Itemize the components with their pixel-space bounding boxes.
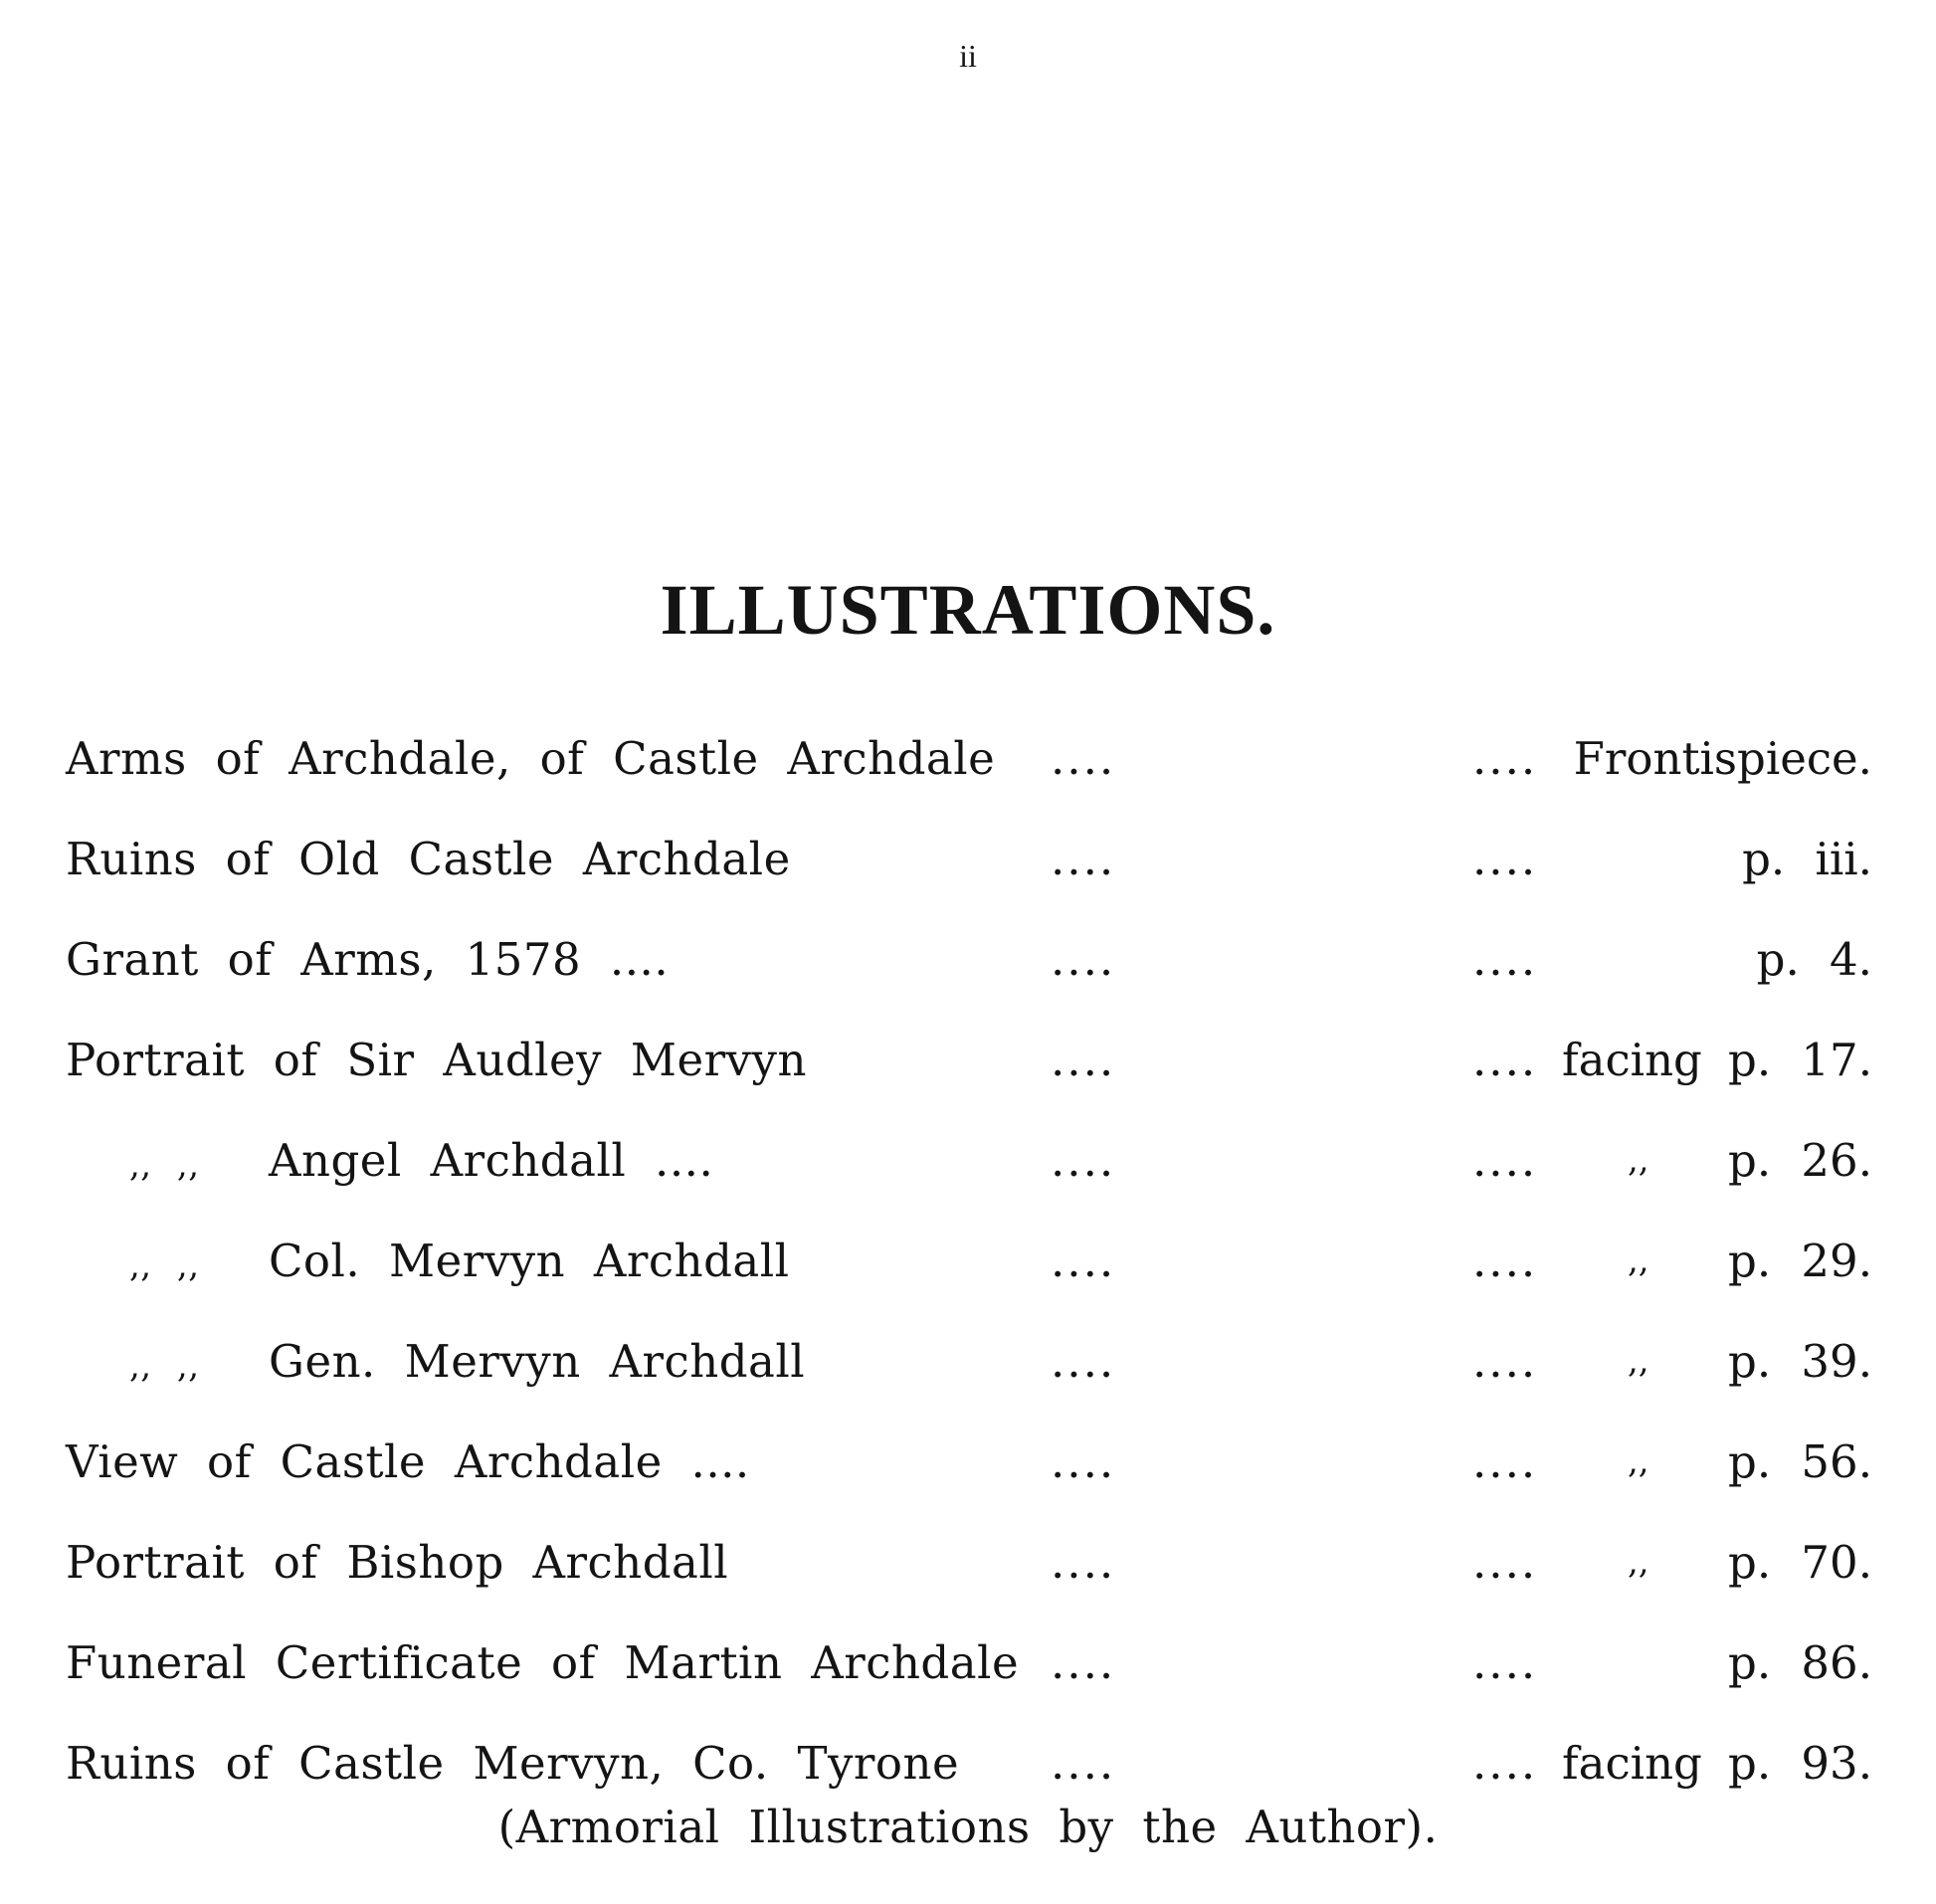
list-item: [66, 1613, 1872, 1713]
leader-dots: ....: [1051, 833, 1116, 885]
entry-label: Ruins of Old Castle Archdale: [66, 833, 791, 885]
ditto-marks: ,, ,,: [129, 1145, 200, 1185]
page-reference: p. 26.: [1728, 1134, 1872, 1187]
leader-dots: ....: [1472, 1034, 1538, 1086]
list-item: [66, 909, 1872, 1010]
ditto-mark: ,,: [1628, 1441, 1649, 1481]
page-reference: p. 29.: [1728, 1235, 1872, 1287]
list-item: [66, 809, 1872, 909]
list-item: [66, 1412, 1872, 1512]
ditto-mark: ,,: [1628, 1140, 1649, 1180]
page-reference: Frontispiece.: [1573, 732, 1872, 785]
ditto-mark: ,,: [1628, 1341, 1649, 1381]
leader-dots: ....: [1051, 1435, 1116, 1488]
facing-label: facing: [1562, 1034, 1702, 1086]
entry-label: Arms of Archdale, of Castle Archdale: [66, 732, 996, 785]
page-title: ILLUSTRATIONS.: [660, 570, 1276, 650]
ditto-marks: ,, ,,: [129, 1245, 200, 1285]
leader-dots: ....: [1472, 1235, 1538, 1287]
entry-label: Funeral Certificate of Martin Archdale: [66, 1636, 1020, 1689]
page-number: ii: [959, 38, 977, 74]
leader-dots: ....: [1472, 1536, 1538, 1589]
list-item: [66, 1010, 1872, 1110]
page-reference: p. 39.: [1728, 1335, 1872, 1388]
footer-note: (Armorial Illustrations by the Author).: [497, 1801, 1439, 1853]
leader-dots: ....: [1472, 1636, 1538, 1689]
list-item: [66, 1211, 1872, 1311]
leader-dots: ....: [1051, 1636, 1116, 1689]
leader-dots: ....: [1051, 1335, 1116, 1388]
entry-label-text: Angel Archdall ....: [269, 1134, 714, 1187]
entry-label: Portrait of Bishop Archdall: [66, 1536, 729, 1589]
entry-label-text: Gen. Mervyn Archdall: [269, 1335, 806, 1388]
ditto-mark: ,,: [1628, 1542, 1649, 1582]
list-item: [66, 1512, 1872, 1613]
entry-label: [129, 1311, 805, 1417]
page-reference: p. 70.: [1728, 1536, 1872, 1589]
entry-label: Ruins of Castle Mervyn, Co. Tyrone: [66, 1737, 960, 1790]
leader-dots: ....: [1051, 1737, 1116, 1790]
leader-dots: ....: [1051, 732, 1116, 785]
leader-dots: ....: [1472, 1335, 1538, 1388]
entry-label: View of Castle Archdale ....: [66, 1435, 750, 1488]
leader-dots: ....: [1472, 933, 1538, 986]
ditto-mark: ,,: [1628, 1240, 1649, 1280]
entry-label: Portrait of Sir Audley Mervyn: [66, 1034, 807, 1086]
page-reference: p. 86.: [1728, 1636, 1872, 1689]
leader-dots: ....: [1051, 1034, 1116, 1086]
leader-dots: ....: [1472, 1134, 1538, 1187]
page-reference: p. 56.: [1728, 1435, 1872, 1488]
facing-label: facing: [1562, 1737, 1702, 1790]
entry-label-text: Col. Mervyn Archdall: [269, 1235, 790, 1287]
leader-dots: ....: [1051, 1134, 1116, 1187]
entry-label: [129, 1110, 713, 1216]
page-reference: p. iii.: [1742, 833, 1872, 885]
leader-dots: ....: [1051, 1536, 1116, 1589]
leader-dots: ....: [1472, 1435, 1538, 1488]
leader-dots: ....: [1051, 1235, 1116, 1287]
leader-dots: ....: [1472, 833, 1538, 885]
leader-dots: ....: [1472, 1737, 1538, 1790]
leader-dots: ....: [1472, 732, 1538, 785]
leader-dots: ....: [1051, 933, 1116, 986]
page-reference: p. 93.: [1728, 1737, 1872, 1790]
list-item: [66, 708, 1872, 809]
page-reference: p. 4.: [1756, 933, 1872, 986]
list-item: [66, 1110, 1872, 1211]
entry-label: [129, 1211, 790, 1316]
ditto-marks: ,, ,,: [129, 1346, 200, 1386]
list-item: [66, 1713, 1872, 1813]
list-item: [66, 1311, 1872, 1412]
page-reference: p. 17.: [1728, 1034, 1872, 1086]
illustrations-list: [66, 708, 1872, 1813]
entry-label: Grant of Arms, 1578 ....: [66, 933, 670, 986]
